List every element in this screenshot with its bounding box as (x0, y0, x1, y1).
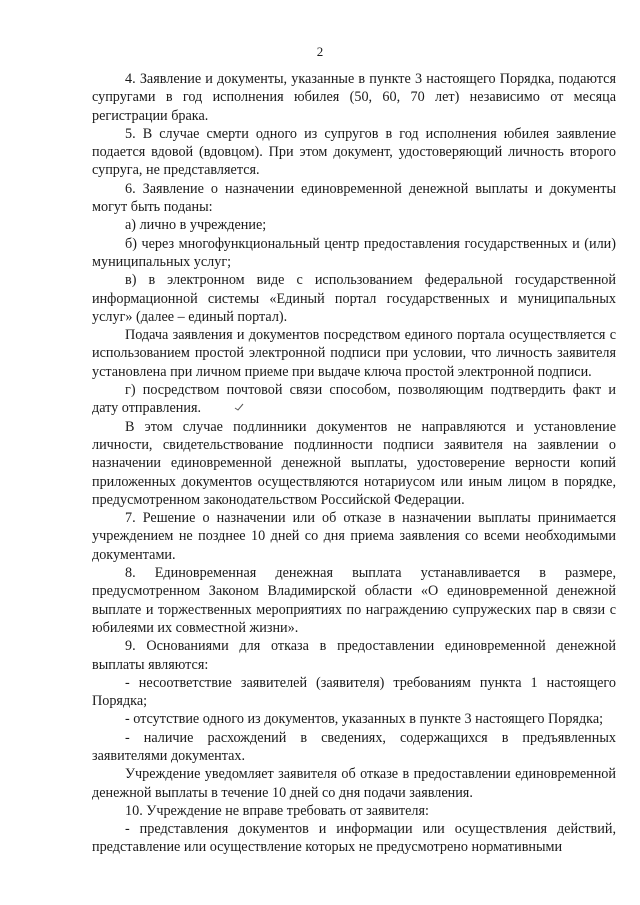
checkmark-icon (201, 399, 211, 417)
paragraph-notice: Учреждение уведомляет заявителя об отказе в предоставлении единовременной денежной выплаты в течение 10 дней со дня подачи заявления. (92, 766, 616, 801)
paragraph-9-item-3: - наличие расхождений в сведениях, содержащихся в предъявленных заявителями документах. (92, 729, 616, 764)
paragraph-6d-text: г) посредством почтовой связи способом, позволяющим подтвердить факт и дату отправления. (92, 382, 616, 417)
document-body (92, 70, 616, 857)
paragraph-8: 8. Единовременная денежная выплата устанавливается в размере, предусмотренном Законом Владимирской области «О единовременной денежной выплате и торжественных мероприятиях по награждению супружеских пар в связи с юбилеями их совместной жизни». (92, 565, 616, 636)
page-number: 2 (316, 44, 324, 59)
paragraph-9-item-2: - отсутствие одного из документов, указанных в пункте 3 настоящего Порядка; (125, 711, 604, 728)
paragraph-10-item-1: - представления документов и информации или осуществления действий, представление или осуществление которых не предусмотрено нормативными (92, 821, 616, 856)
paragraph-5: 5. В случае смерти одного из супругов в год исполнения юбилея заявление подается вдовой (вдовцом). При этом документ, удостоверяющий личность второго супруга, не представляется. (92, 125, 616, 179)
paragraph-6a: а) лично в учреждение; (125, 217, 267, 234)
paragraph-6d (92, 381, 616, 418)
paragraph-portal: Подача заявления и документов посредством единого портала осуществляется с использованием простой электронной подписи при условии, что личность заявителя установлена при личном приеме при выдаче ключа простой электронной подписи. (92, 327, 616, 380)
paragraph-9-item-1: - несоответствие заявителей (заявителя) требованиям пункта 1 настоящего Порядка; (92, 674, 616, 710)
paragraph-6b: б) через многофункциональный центр предоставления государственных и (или) муниципальных услуг; (92, 235, 616, 270)
paragraph-7: 7. Решение о назначении или об отказе в назначении выплаты принимается учреждением не позднее 10 дней со дня приема заявления со всеми необходимыми документами. (92, 510, 616, 563)
paragraph-postal: В этом случае подлинники документов не направляются и установление личности, свидетельствование подлинности подписи заявителя на заявлении о назначении единовременной денежной выплаты, удостоверение верности копий приложенных документов осуществляются нотариусом или иным лицом в порядке, предусмотренном законодательством Российской Федерации. (92, 418, 616, 508)
paragraph-9: 9. Основаниями для отказа в предоставлении единовременной денежной выплаты являются: (92, 638, 616, 673)
paragraph-6: 6. Заявление о назначении единовременной денежной выплаты и документы могут быть поданы: (92, 180, 616, 216)
paragraph-10: 10. Учреждение не вправе требовать от заявителя: (125, 802, 429, 819)
paragraph-6c: в) в электронном виде с использованием федеральной государственной информационной системы «Единый портал государственных и муниципальных услуг» (далее – единый портал). (92, 272, 616, 325)
paragraph-4: 4. Заявление и документы, указанные в пункте 3 настоящего Порядка, подаются супругами в год исполнения юбилея (50, 60, 70 лет) независимо от месяца регистрации брака. (92, 71, 616, 124)
